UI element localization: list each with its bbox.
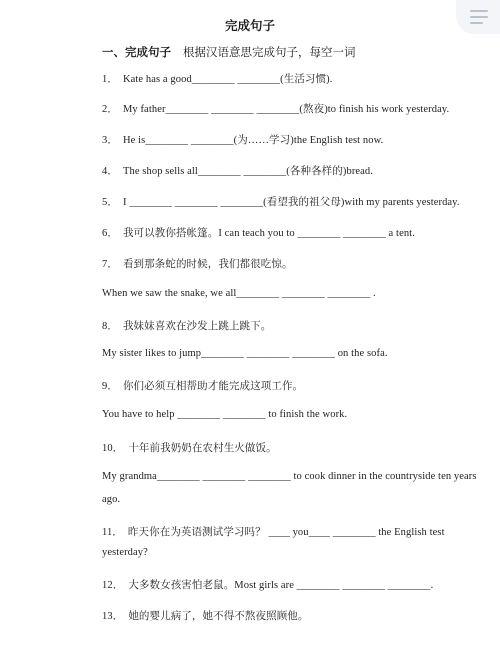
section-heading bbox=[102, 44, 356, 60]
question-text: I ________ ________ ________(看望我的祖父母)with my parents yesterday. bbox=[122, 197, 460, 208]
question-line bbox=[102, 577, 433, 592]
question-line bbox=[102, 608, 309, 623]
question-line bbox=[102, 378, 303, 393]
answer-line bbox=[102, 547, 148, 558]
question-number: 2． bbox=[102, 104, 118, 115]
question-text: My sister likes to jump________ ________ ________ on the sofa. bbox=[102, 348, 388, 359]
question-line bbox=[102, 71, 332, 86]
answer-line bbox=[102, 471, 477, 482]
answer-line bbox=[102, 288, 376, 299]
menu-icon-bar bbox=[470, 10, 488, 12]
answer-line bbox=[102, 494, 120, 505]
question-text: ago. bbox=[102, 494, 121, 505]
question-number: 4． bbox=[102, 166, 118, 177]
section-name: 一、完成句子 bbox=[102, 45, 171, 59]
question-number: 12． bbox=[102, 580, 124, 591]
question-text: My father________ ________ ________(熬夜)to finish his work yesterday. bbox=[122, 104, 450, 115]
question-number: 1． bbox=[102, 74, 118, 85]
question-line bbox=[102, 101, 449, 116]
question-number: 13． bbox=[102, 611, 124, 622]
question-line bbox=[102, 524, 445, 539]
question-line bbox=[102, 225, 415, 240]
question-text: You have to help ________ ________ to finish the work. bbox=[102, 409, 348, 420]
question-line bbox=[102, 132, 383, 147]
question-text: When we saw the snake, we all________ ________ ________ . bbox=[102, 288, 376, 299]
question-text: 我可以教你搭帐篷。I can teach you to ________ ________ a tent. bbox=[122, 228, 415, 239]
question-text: 昨天你在为英语测试学习吗？ ____ you____ ________ the English test bbox=[127, 527, 445, 538]
question-text: 我妹妹喜欢在沙发上跳上跳下。 bbox=[122, 321, 272, 332]
question-number: 8． bbox=[102, 321, 118, 332]
question-number: 9． bbox=[102, 381, 118, 392]
section-instruction: 根据汉语意思完成句子，每空一词 bbox=[183, 45, 356, 59]
question-line bbox=[102, 194, 460, 209]
question-number: 10． bbox=[102, 443, 124, 454]
question-text: 十年前我奶奶在农村生火做饭。 bbox=[128, 443, 277, 454]
question-text: My grandma________ ________ ________ to cook dinner in the countryside ten years bbox=[102, 471, 477, 482]
answer-line bbox=[102, 409, 347, 420]
question-text: 你们必须互相帮助才能完成这项工作。 bbox=[122, 381, 304, 392]
question-text: yesterday? bbox=[102, 547, 148, 558]
question-text: Kate has a good________ ________(生活习惯). bbox=[122, 74, 333, 85]
question-text: 大多数女孩害怕老鼠。Most girls are ________ ________ ________. bbox=[128, 580, 434, 591]
question-text: The shop sells all________ ________(各种各样的)bread. bbox=[122, 166, 374, 177]
question-text: He is________ ________(为……学习)the English test now. bbox=[122, 135, 384, 146]
question-number: 7． bbox=[102, 259, 118, 270]
question-line bbox=[102, 163, 373, 178]
question-text: 看到那条蛇的时候，我们都很吃惊。 bbox=[122, 259, 293, 270]
question-number: 6． bbox=[102, 228, 118, 239]
answer-line bbox=[102, 348, 388, 359]
question-number: 3． bbox=[102, 135, 118, 146]
question-line bbox=[102, 318, 271, 333]
question-line bbox=[102, 440, 277, 455]
question-number: 11． bbox=[102, 527, 123, 538]
question-number: 5． bbox=[102, 197, 118, 208]
page-title: 完成句子 bbox=[224, 18, 275, 33]
question-text: 她的婴儿病了，她不得不熬夜照顾他。 bbox=[128, 611, 309, 622]
question-line bbox=[102, 256, 293, 271]
